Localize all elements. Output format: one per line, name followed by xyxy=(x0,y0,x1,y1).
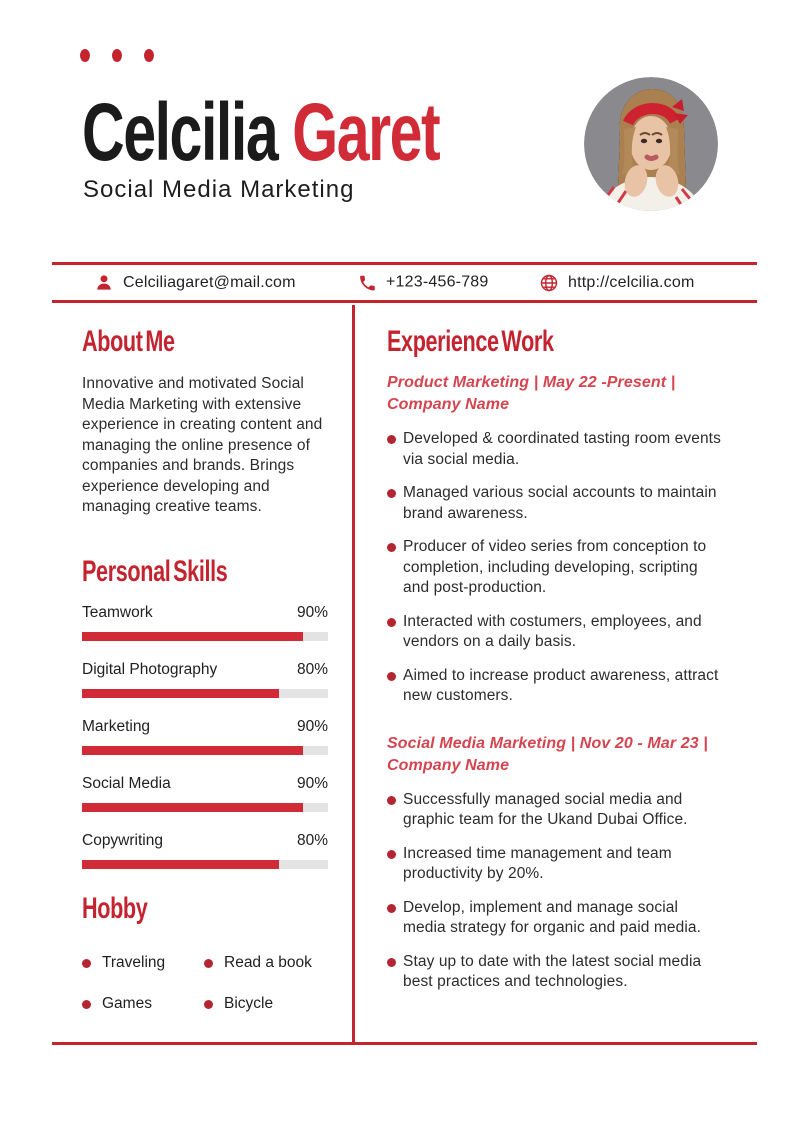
job-bullet: Increased time management and team productivity by 20%. xyxy=(387,844,721,885)
job-bullet: Interacted with costumers, employees, and vendors on a daily basis. xyxy=(387,612,721,653)
hobby-item xyxy=(204,994,332,1014)
skill-item xyxy=(82,775,328,812)
job-title: Social Media Marketing xyxy=(83,176,355,203)
skill-label: Copywriting xyxy=(82,832,163,849)
hobby-item xyxy=(204,953,332,973)
red-dot xyxy=(80,49,90,62)
profile-photo xyxy=(584,77,718,211)
skills-list xyxy=(82,604,328,869)
skill-row-header xyxy=(82,775,328,796)
skill-bar-track xyxy=(82,803,328,812)
bullet-dot xyxy=(204,1000,213,1009)
skill-bar-fill xyxy=(82,632,303,641)
hobby-label: Traveling xyxy=(102,954,166,971)
job-bullet: Managed various social accounts to maintain brand awareness. xyxy=(387,483,721,524)
skills-heading: Personal Skills xyxy=(82,555,228,588)
bullet-dot xyxy=(204,959,213,968)
hobby-heading: Hobby xyxy=(82,892,148,925)
skill-item xyxy=(82,661,328,698)
section-hobby xyxy=(82,893,332,1014)
contact-email-text: Celciliagaret@mail.com xyxy=(123,273,296,291)
skill-bar-track xyxy=(82,689,328,698)
job-bullet: Producer of video series from conception to completion, including developing, scripting and post-production. xyxy=(387,537,721,599)
red-dot xyxy=(112,49,122,62)
contact-email xyxy=(94,273,296,293)
skill-label: Teamwork xyxy=(82,604,153,621)
decorative-dots xyxy=(80,49,176,62)
hobby-label: Games xyxy=(102,995,152,1012)
globe-icon xyxy=(539,273,559,293)
skill-label: Social Media xyxy=(82,775,171,792)
job-title-line: Social Media Marketing | Nov 20 - Mar 23 | xyxy=(387,734,708,752)
skill-bar-fill xyxy=(82,746,303,755)
hobby-label: Bicycle xyxy=(224,995,274,1012)
contact-phone-text: +123-456-789 xyxy=(386,273,489,291)
skill-percent: 90% xyxy=(296,604,328,621)
hobby-item xyxy=(82,994,204,1014)
job-title-line: Product Marketing | May 22 -Present | xyxy=(387,374,676,391)
job-subtitle xyxy=(387,372,721,416)
column-divider xyxy=(352,305,355,1043)
jobs-container xyxy=(387,372,721,993)
red-dot xyxy=(144,49,154,62)
skill-percent: 90% xyxy=(296,775,328,792)
skill-label: Digital Photography xyxy=(82,661,218,678)
hobby-item xyxy=(82,953,204,973)
contact-website-text: http://celcilia.com xyxy=(568,273,695,291)
section-skills xyxy=(82,556,328,889)
avatar-illustration xyxy=(584,77,718,211)
hobby-list xyxy=(82,953,332,1014)
bottom-border-line xyxy=(52,1042,757,1045)
job-bullet: Aimed to increase product awareness, attract new customers. xyxy=(387,666,721,707)
about-paragraph: Innovative and motivated Social Media Marketing with extensive experience in creating content and managing the online presence of companies and brands. Brings experience developing and managing creative teams. xyxy=(82,375,323,515)
skill-bar-track xyxy=(82,860,328,869)
last-name: Garet xyxy=(292,87,440,178)
skill-item xyxy=(82,604,328,641)
job-bullet-list xyxy=(387,790,721,993)
contact-phone xyxy=(358,273,489,292)
person-icon xyxy=(94,273,114,293)
skill-item xyxy=(82,718,328,755)
job-entry xyxy=(387,733,721,993)
about-heading: About Me xyxy=(82,325,175,358)
skill-bar-fill xyxy=(82,803,303,812)
skill-percent: 90% xyxy=(296,718,328,735)
hobby-label: Read a book xyxy=(224,954,312,971)
job-bullet: Successfully managed social media and graphic team for the Ukand Dubai Office. xyxy=(387,790,721,831)
job-subtitle xyxy=(387,733,721,777)
contact-bar xyxy=(52,262,757,303)
skill-bar-fill xyxy=(82,689,279,698)
skill-bar-fill xyxy=(82,860,279,869)
job-company-line: Company Name xyxy=(387,396,510,413)
skill-row-header xyxy=(82,718,328,739)
skill-row-header xyxy=(82,832,328,853)
skill-row-header xyxy=(82,661,328,682)
section-experience xyxy=(387,326,721,1006)
skill-bar-track xyxy=(82,632,328,641)
contact-website xyxy=(539,273,695,293)
skill-percent: 80% xyxy=(296,832,328,849)
skill-percent: 80% xyxy=(296,661,328,678)
job-company-line: Company Name xyxy=(387,756,510,774)
experience-heading: Experience Work xyxy=(387,325,554,358)
job-entry xyxy=(387,372,721,707)
first-name: Celcilia xyxy=(82,87,278,178)
skill-item xyxy=(82,832,328,869)
skill-label: Marketing xyxy=(82,718,151,735)
job-bullet: Stay up to date with the latest social media best practices and technologies. xyxy=(387,952,721,993)
job-bullet-list xyxy=(387,429,721,707)
name-heading xyxy=(82,87,578,178)
section-about xyxy=(82,326,328,518)
bullet-dot xyxy=(82,1000,91,1009)
job-bullet: Developed & coordinated tasting room events via social media. xyxy=(387,429,721,470)
bullet-dot xyxy=(82,959,91,968)
skill-bar-track xyxy=(82,746,328,755)
skill-row-header xyxy=(82,604,328,625)
job-bullet: Develop, implement and manage social media strategy for organic and paid media. xyxy=(387,898,721,939)
phone-icon xyxy=(358,273,377,292)
